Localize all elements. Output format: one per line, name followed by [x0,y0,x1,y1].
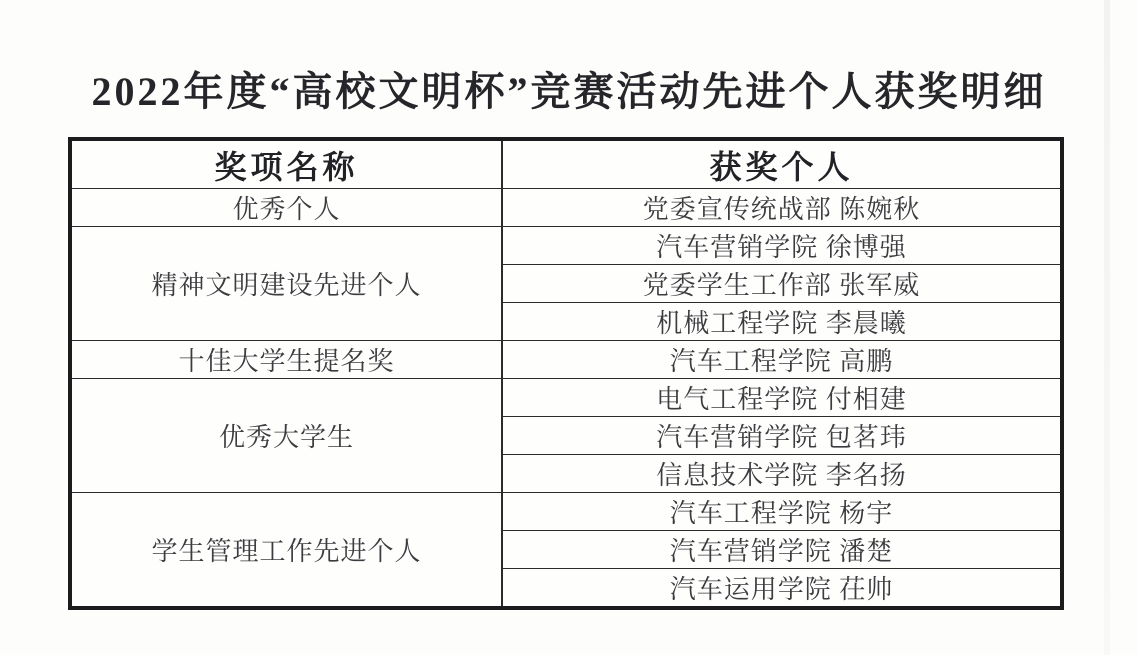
winner-cell: 信息技术学院 李名扬 [502,455,1062,493]
awards-table [68,137,1064,610]
winner-cell: 汽车营销学院 潘楚 [502,531,1062,569]
award-cell: 精神文明建设先进个人 [70,227,502,341]
table-header-row [70,139,1062,189]
award-cell: 优秀大学生 [70,379,502,493]
document-title: 2022年度“高校文明杯”竞赛活动先进个人获奖明细 [91,69,1047,114]
winner-cell: 汽车工程学院 高鹏 [502,341,1062,379]
winner-cell: 汽车营销学院 包茗玮 [502,417,1062,455]
winner-cell: 党委学生工作部 张军威 [502,265,1062,303]
winner-cell: 汽车运用学院 茌帅 [502,569,1062,609]
table-row [70,341,1062,379]
table-row [70,379,1062,417]
table-row [70,227,1062,265]
winner-cell: 机械工程学院 李晨曦 [502,303,1062,341]
winner-cell: 汽车营销学院 徐博强 [502,227,1062,265]
winner-cell: 汽车工程学院 杨宇 [502,493,1062,531]
award-cell: 优秀个人 [70,189,502,227]
winner-cell: 电气工程学院 付相建 [502,379,1062,417]
table-row [70,493,1062,531]
award-cell: 十佳大学生提名奖 [70,341,502,379]
award-cell: 学生管理工作先进个人 [70,493,502,609]
col-header-winner: 获奖个人 [502,139,1062,189]
table-row [70,189,1062,227]
col-header-award-name: 奖项名称 [70,139,502,189]
winner-cell: 党委宣传统战部 陈婉秋 [502,189,1062,227]
